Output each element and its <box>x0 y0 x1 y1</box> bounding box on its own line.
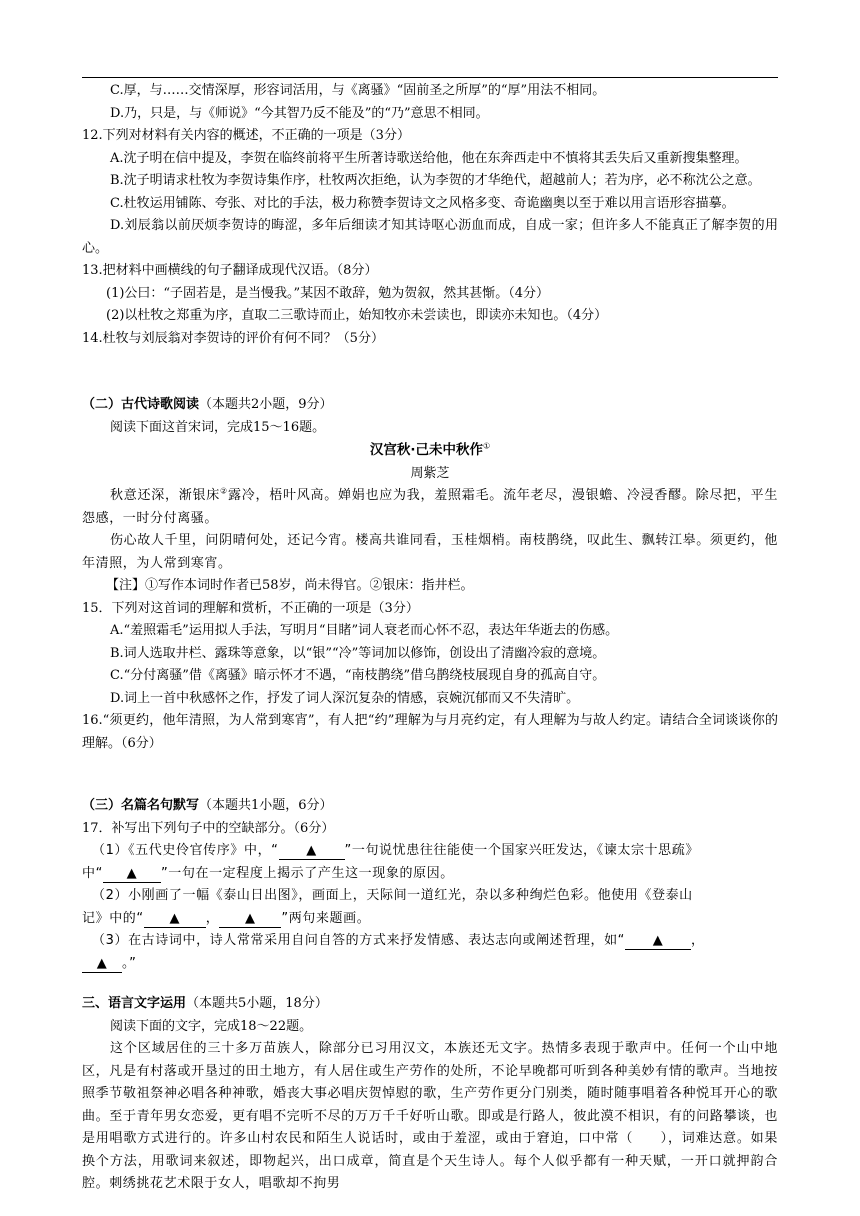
poem-notes: 【注】①写作本词时作者已58岁，尚未得官。②银床：指井栏。 <box>106 578 474 593</box>
answer-blank[interactable]: ▲ <box>82 956 122 973</box>
q17-item3-text-a: （3）在古诗词中，诗人常常采用自问自答的方式来抒发情感、表达志向或阐述哲理，如“ <box>92 933 626 948</box>
reading-passage: 这个区域居住的三十多万苗族人，除部分已习用汉文，本族还无文字。热情多表现于歌声中。任何一个山中地区，凡是有村落或开垦过的田土地方，有人居住或生产劳作的处所，不论早晚都可听到各种美妙有情的歌声。当地按照季节敬祖祭神必唱各种神歌，婚丧大事必唱庆贺悼慰的歌，生产劳作更分门别类，随时随事唱着各种悦耳开心的歌曲。至于青年男女恋爱，更有唱不完听不尽的万万千千好听山歌。即或是行路人，彼此漠不相识，有的问路攀谈，也是用唱歌方式进行的。许多山村农民和陌生人说话时，或由于羞涩，或由于窘迫，口中常（ ），词难达意。如果换个方法，用歌词来叙述，即物起兴，出口成章，简直是个天生诗人。每个人似乎都有一种天赋，一开口就押韵合腔。刺绣挑花艺术限于女人，唱歌却不拘男 <box>82 1041 778 1191</box>
q17-item-2: （2）小刚画了一幅《泰山日出图》，画面上，天际间一道红光，杂以多种绚烂色彩。他使用《登泰山 <box>92 888 693 903</box>
section3-title: （三）名篇名句默写 <box>82 798 200 813</box>
section-lang-intro: 阅读下面的文字，完成18～22题。 <box>110 1018 313 1034</box>
q17-item2-text-c: ”两句来题画。 <box>281 910 371 926</box>
answer-blank[interactable]: ▲ <box>279 843 345 860</box>
section2-intro: 阅读下面这首宋词，完成15～16题。 <box>110 419 326 435</box>
stanza1-part-b: 露冷，梧叶风高。婵娟也应为我，羞照霜毛。流年老尽，漫银蟾、冷浸香醪。除尽把，平生怨感，一时分付离骚。 <box>82 488 778 526</box>
section3-note: （本题共1小题，6分） <box>199 798 333 813</box>
q15-option-a: A.“羞照霜毛”运用拟人手法，写明月“目睹”词人衰老而心怀不忍，表达年华逝去的伤感。 <box>110 623 619 638</box>
poem-stanza-2: 伤心故人千里，问阴晴何处，还记今宵。楼高共谁同看，玉桂烟梢。南枝鹊绕，叹此生、飘转江皋。须更约，他年清照，为人常到寒宵。 <box>82 533 778 571</box>
q15-option-d: D.词上一首中秋感怀之作，抒发了词人深沉复杂的情感，哀婉沉郁而又不失清旷。 <box>110 690 580 706</box>
q17-item-1 <box>82 840 778 863</box>
q17-item1-text-b: ”一句说忧患往往能使一个国家兴旺发达，《谏太宗十思疏》 <box>344 843 699 858</box>
q17-item1-text-d: ”一句在一定程度上揭示了产生这一现象的原因。 <box>160 865 454 881</box>
q15-stem: 15．下列对这首词的理解和赏析，不正确的一项是（3分） <box>82 600 419 616</box>
poem-title-line <box>82 439 778 463</box>
q17-item-2-cont <box>82 908 778 931</box>
q16-stem: 16.“须更约，他年清照，为人常到寒宵”，有人把“约”理解为与月亮约定，有人理解为与故人约定。请结合全词谈谈你的理解。（6分） <box>82 713 778 751</box>
poem-stanza-1 <box>82 485 778 530</box>
section-lang-title: 三、语言文字运用 <box>82 996 187 1011</box>
section2-title: （二）古代诗歌阅读 <box>82 397 200 412</box>
q17-item-3 <box>82 930 778 953</box>
q14-stem: 14.杜牧与刘辰翁对李贺诗的评价有何不同？（5分） <box>82 330 384 346</box>
q11-option-d: D.乃，只是，与《师说》“今其智乃反不能及”的“乃”意思不相同。 <box>110 105 489 121</box>
poem-title-footnote: ① <box>482 441 491 451</box>
page-content <box>82 80 778 1196</box>
section2-heading <box>82 394 778 417</box>
q12-option-b: B.沈子明请求杜牧为李贺诗集作序，杜牧两次拒绝，认为李贺的才华绝代，超越前人；若为序，必不称沈公之意。 <box>110 173 761 188</box>
q12-stem: 12.下列对材料有关内容的概述，不正确的一项是（3分） <box>82 128 410 143</box>
q12-option-a: A.沈子明在信中提及，李贺在临终前将平生所著诗歌送给他，他在东奔西走中不慎将其丢失后又重新搜集整理。 <box>110 150 748 166</box>
q17-item3-end: 。” <box>122 955 137 971</box>
q12-option-d: D.刘辰翁以前厌烦李贺诗的晦涩，多年后细读才知其诗呕心沥血而成，自成一家；但许多人不能真正了解李贺的用心。 <box>82 218 778 256</box>
answer-blank[interactable]: ▲ <box>103 866 161 883</box>
q17-item1-text-c: 中“ <box>82 865 103 881</box>
answer-blank[interactable]: ▲ <box>219 911 281 928</box>
poem-author: 周紫芝 <box>410 465 450 481</box>
q17-item1-text-a: （1）《五代史伶官传序》中，“ <box>92 843 279 858</box>
q15-option-b: B.词人选取井栏、露珠等意象，以“银”“冷”等词加以修饰，创设出了清幽冷寂的意境。 <box>110 645 606 661</box>
q17-item3-sep: ， <box>691 933 705 948</box>
q13-item-2: (2)以杜牧之郑重为序，直取二三歌诗而止，始知牧亦未尝读也，即读亦未知也。（4分） <box>106 308 608 323</box>
q15-option-c: C.“分付离骚”借《离骚》暗示怀才不遇，“南枝鹊绕”借乌鹊绕枝展现自身的孤高自守。 <box>110 668 606 683</box>
q17-item2-sep: ， <box>205 910 220 926</box>
q17-item-1-cont <box>82 863 778 886</box>
section-lang-note: （本题共5小题，18分） <box>186 996 328 1011</box>
answer-blank[interactable]: ▲ <box>144 911 206 928</box>
q17-item2-text-b: 记》中的“ <box>82 910 144 926</box>
q11-option-c: C.厚，与……交情深厚，形容词活用，与《离骚》“固前圣之所厚”的“厚”用法不相同。 <box>110 83 606 98</box>
q13-stem: 13.把材料中画横线的句子翻译成现代汉语。（8分） <box>82 263 378 278</box>
poem-title: 汉宫秋·己未中秋作 <box>369 442 483 458</box>
q17-stem: 17．补写出下列句子中的空缺部分。（6分） <box>82 820 335 836</box>
q12-option-c: C.杜牧运用铺陈、夸张、对比的手法，极力称赞李贺诗文之风格多变、奇诡幽奥以至于难以用言语形容描摹。 <box>110 195 735 211</box>
stanza1-footnote: ② <box>220 486 228 496</box>
q13-item-1: (1)公曰：“子固若是，是当慢我。”某因不敢辞，勉为贺叙，然其甚惭。（4分） <box>106 285 549 301</box>
section-lang-heading <box>82 993 778 1016</box>
header-rule <box>82 77 778 78</box>
section3-heading <box>82 795 778 818</box>
stanza1-part-a: 秋意还深，渐银床 <box>110 488 221 503</box>
section2-note: （本题共2小题，9分） <box>199 397 333 412</box>
answer-blank[interactable]: ▲ <box>625 933 691 950</box>
q17-item-3-cont <box>82 953 778 976</box>
